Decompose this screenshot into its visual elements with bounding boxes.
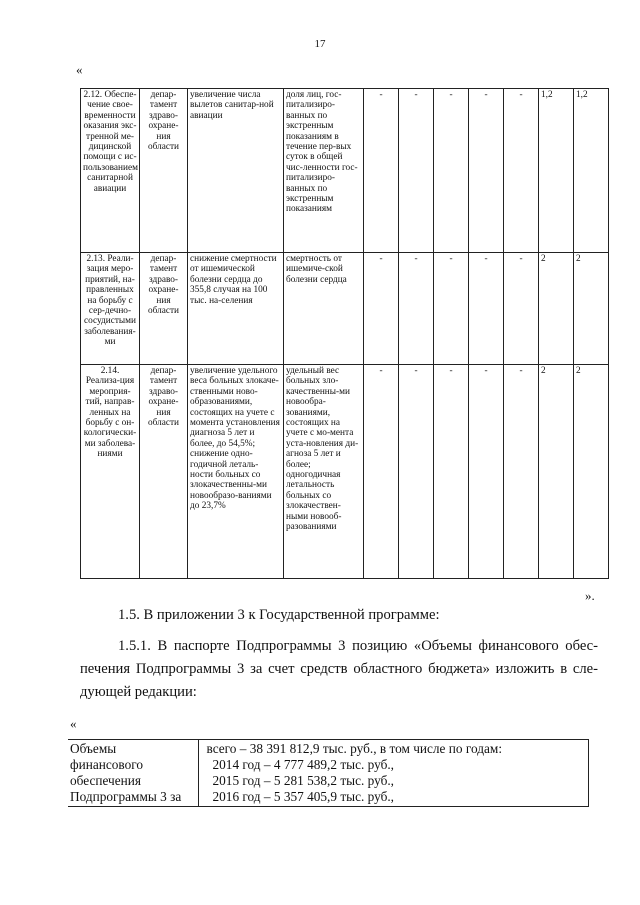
cell-value: - <box>469 253 504 365</box>
funding-total: всего – 38 391 812,9 тыс. руб., в том числе по годам: <box>206 741 503 756</box>
table-row <box>68 740 588 807</box>
cell-value: - <box>399 365 434 579</box>
funding-table <box>68 739 589 807</box>
cell-indicator: доля лиц, гос-питализиро-ванных по экстренным показаниям в течение пер-вых суток в общей чис-ленности гос-питализиро-ванных по экстренным показаниям <box>284 89 364 253</box>
cell-result: увеличение удельного веса больных злокаче-ственными ново-образованиями, состоящих на учете с момента установления диагноза 5 лет и более, до 54,5%; снижение одно-годичной леталь-ности больных со злокачественны-ми новообразо-ваниями до 23,7% <box>188 365 284 579</box>
cell-event: 2.13. Реали-зация меро-приятий, на-правленных на борьбу с сер-дечно-сосудистыми заболевания-ми <box>81 253 140 365</box>
cell-value: - <box>434 89 469 253</box>
cell-value: - <box>399 253 434 365</box>
cell-executor: депар-тамент здраво-охране-ния области <box>140 253 188 365</box>
cell-event: 2.14. Реализа-ция мероприя-тий, направ-ленных на борьбу с он-кологически-ми заболева-ниями <box>81 365 140 579</box>
closing-quote: ». <box>585 588 595 603</box>
cell-value: 1,2 <box>574 89 609 253</box>
cell-result: снижение смертности от ишемической болезни сердца до 355,8 случая на 100 тыс. на-селения <box>188 253 284 365</box>
cell-executor: депар-тамент здраво-охране-ния области <box>140 89 188 253</box>
cell-result: увеличение числа вылетов санитар-ной авиации <box>188 89 284 253</box>
cell-value: 2 <box>574 365 609 579</box>
cell-value: - <box>434 253 469 365</box>
funding-year: 2014 год – 4 777 489,2 тыс. руб., <box>212 757 395 772</box>
table-row <box>81 89 609 253</box>
cell-indicator: смертность от ишемиче-ской болезни сердца <box>284 253 364 365</box>
cell-value: 2 <box>539 253 574 365</box>
page-number: 17 <box>314 38 326 50</box>
cell-value: 2 <box>574 253 609 365</box>
funding-year: 2016 год – 5 357 405,9 тыс. руб., <box>212 789 395 804</box>
funding-label-line: Объемы <box>70 741 117 756</box>
funding-label-line: обеспечения <box>70 773 141 788</box>
targets-table <box>80 88 609 579</box>
cell-value: - <box>364 253 399 365</box>
cell-indicator: удельный вес больных зло-качественны-ми новообра-зованиями, состоящих на учете с мо-мента уста-новления ди-агноза 5 лет и более; одногодичная летальность больных со злокачествен-ными новооб-разованиями <box>284 365 364 579</box>
cell-value: - <box>399 89 434 253</box>
cell-value: - <box>504 253 539 365</box>
cell-value: - <box>469 89 504 253</box>
cell-executor: депар-тамент здраво-охране-ния области <box>140 365 188 579</box>
cell-value: - <box>364 89 399 253</box>
cell-value: 2 <box>539 365 574 579</box>
funding-values <box>198 740 588 807</box>
cell-value: - <box>434 365 469 579</box>
opening-quote-2: « <box>70 716 77 731</box>
funding-label-line: финансового <box>70 757 144 772</box>
funding-label-line: Подпрограммы 3 за <box>70 789 182 804</box>
section-1-5-1: 1.5.1. В паспорте Подпрограммы 3 позицию «Объемы финансового обес-печения Подпрограммы 3 за счет средств областного бюджета» изложить в сле-дующей редакции: <box>80 638 598 700</box>
table-row <box>81 253 609 365</box>
funding-label <box>68 740 198 807</box>
cell-value: 1,2 <box>539 89 574 253</box>
section-1-5: 1.5. В приложении 3 к Государственной программе: <box>118 607 440 623</box>
table-row <box>81 365 609 579</box>
cell-value: - <box>504 365 539 579</box>
opening-quote: « <box>76 62 83 77</box>
cell-value: - <box>364 365 399 579</box>
cell-event: 2.12. Обеспе-чение свое-временности оказания экс-тренной ме-дицинской помощи с ис-пользованием санитарной авиации <box>81 89 140 253</box>
cell-value: - <box>504 89 539 253</box>
funding-year: 2015 год – 5 281 538,2 тыс. руб., <box>212 773 395 788</box>
cell-value: - <box>469 365 504 579</box>
